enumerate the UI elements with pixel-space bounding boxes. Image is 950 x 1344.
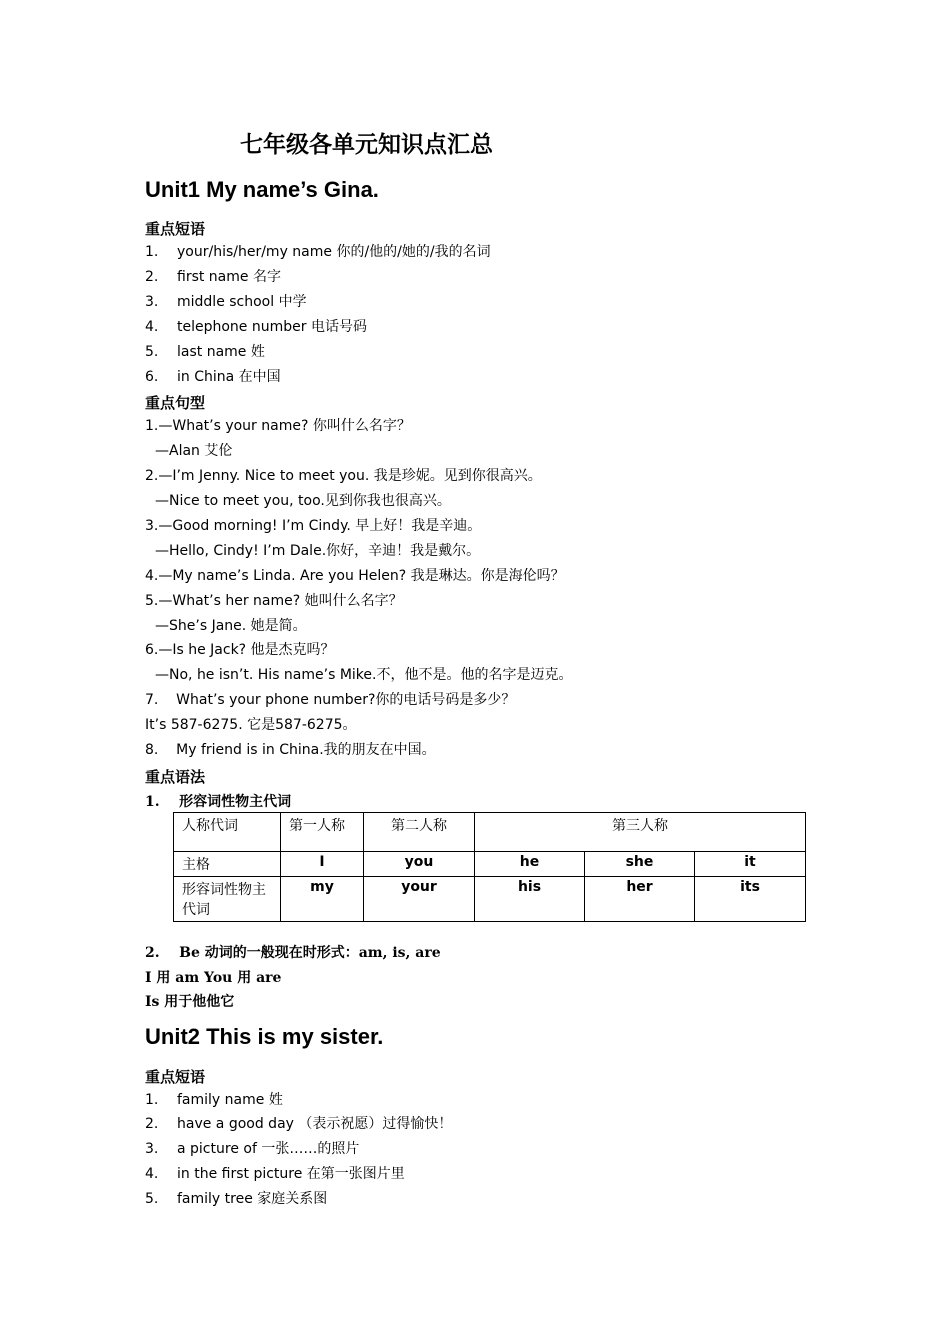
list-number: 1. [145, 1092, 159, 1108]
sentence-line: 4.—My name’s Linda. Are you Helen? 我是琳达。你是海伦吗？ [145, 568, 565, 584]
list-item [145, 243, 491, 261]
sentence-line: —She’s Jane. 她是简。 [155, 618, 307, 634]
grammar-line: I 用 am You 用 are [145, 970, 282, 986]
list-text: family tree 家庭关系图 [177, 1191, 328, 1207]
unit1-phrases-heading: 重点短语 [145, 220, 206, 238]
table-header-cell: 人称代词 [174, 813, 281, 852]
list-item [145, 1190, 327, 1208]
list-text: telephone number 电话号码 [177, 319, 367, 335]
table-row [174, 852, 806, 877]
sentence-line: —Hello, Cindy! I’m Dale.你好，辛迪！我是戴尔。 [155, 543, 481, 559]
unit1-grammar-heading: 重点语法 [145, 768, 206, 786]
table-header-cell: 第一人称 [281, 813, 364, 852]
sentence-line: 1.—What’s your name? 你叫什么名字？ [145, 418, 411, 434]
pronoun-table [173, 812, 806, 922]
list-text: first name 名字 [177, 269, 281, 285]
table-cell: 形容词性物主代词 [174, 877, 281, 922]
sentence-line: 7. What’s your phone number?你的电话号码是多少？ [145, 692, 516, 708]
sentence-line: —Alan 艾伦 [155, 443, 233, 459]
list-number: 5. [145, 1191, 159, 1207]
list-item [145, 1140, 359, 1158]
list-number: 3. [145, 1141, 159, 1157]
table-cell: 主格 [174, 852, 281, 877]
list-number: 4. [145, 1166, 159, 1182]
list-item [145, 1165, 405, 1183]
list-text: last name 姓 [177, 344, 265, 360]
list-number: 2. [145, 269, 159, 285]
sentence-line: 2.—I’m Jenny. Nice to meet you. 我是珍妮。见到你很高兴。 [145, 468, 542, 484]
table-header-cell: 第二人称 [364, 813, 475, 852]
table-cell: his [475, 877, 585, 922]
list-text: in China 在中国 [177, 369, 281, 385]
table-cell: your [364, 877, 475, 922]
list-number: 1. [145, 244, 159, 260]
table-cell: she [585, 852, 695, 877]
list-item [145, 293, 307, 311]
list-item [145, 343, 265, 361]
table-cell: my [281, 877, 364, 922]
unit2-phrases-heading: 重点短语 [145, 1068, 206, 1086]
table-cell: its [695, 877, 806, 922]
list-item [145, 268, 281, 286]
sentence-line: —Nice to meet you, too.见到你我也很高兴。 [155, 493, 451, 509]
list-text: have a good day （表示祝愿）过得愉快！ [177, 1116, 453, 1132]
list-text: middle school 中学 [177, 294, 307, 310]
table-header-cell: 第三人称 [475, 813, 806, 852]
grammar-line: Is 用于他他它 [145, 994, 235, 1010]
table-cell: her [585, 877, 695, 922]
list-text: family name 姓 [177, 1092, 283, 1108]
unit1-sentences-heading: 重点句型 [145, 394, 206, 412]
sentence-line: 3.—Good morning! I’m Cindy. 早上好！我是辛迪。 [145, 518, 482, 534]
table-cell: he [475, 852, 585, 877]
document-title: 七年级各单元知识点汇总 [240, 131, 493, 158]
table-cell: you [364, 852, 475, 877]
list-number: 2. [145, 1116, 159, 1132]
list-text: a picture of 一张……的照片 [177, 1141, 360, 1157]
sentence-line: 6.—Is he Jack? 他是杰克吗？ [145, 642, 335, 658]
grammar-item-1: 1. 形容词性物主代词 [145, 794, 292, 810]
sentence-line: —No, he isn’t. His name’s Mike.不，他不是。他的名字是迈克。 [155, 667, 573, 683]
list-number: 4. [145, 319, 159, 335]
list-number: 5. [145, 344, 159, 360]
unit1-heading: Unit1 My name’s Gina. [145, 177, 379, 202]
table-row [174, 877, 806, 922]
list-number: 3. [145, 294, 159, 310]
table-cell: it [695, 852, 806, 877]
sentence-line: 8. My friend is in China.我的朋友在中国。 [145, 742, 436, 758]
sentence-line: 5.—What’s her name? 她叫什么名字？ [145, 593, 403, 609]
list-text: your/his/her/my name 你的/他的/她的/我的名词 [177, 244, 491, 260]
list-item [145, 368, 281, 386]
list-item [145, 1091, 283, 1109]
table-header-row [174, 813, 806, 852]
unit2-heading: Unit2 This is my sister. [145, 1024, 384, 1049]
list-number: 6. [145, 369, 159, 385]
list-item [145, 318, 367, 336]
sentence-line: It’s 587-6275. 它是587-6275。 [145, 717, 357, 733]
list-text: in the first picture 在第一张图片里 [177, 1166, 405, 1182]
table-cell: I [281, 852, 364, 877]
list-item [145, 1115, 452, 1133]
grammar-item-2: 2. Be 动词的一般现在时形式：am, is, are [145, 945, 441, 961]
